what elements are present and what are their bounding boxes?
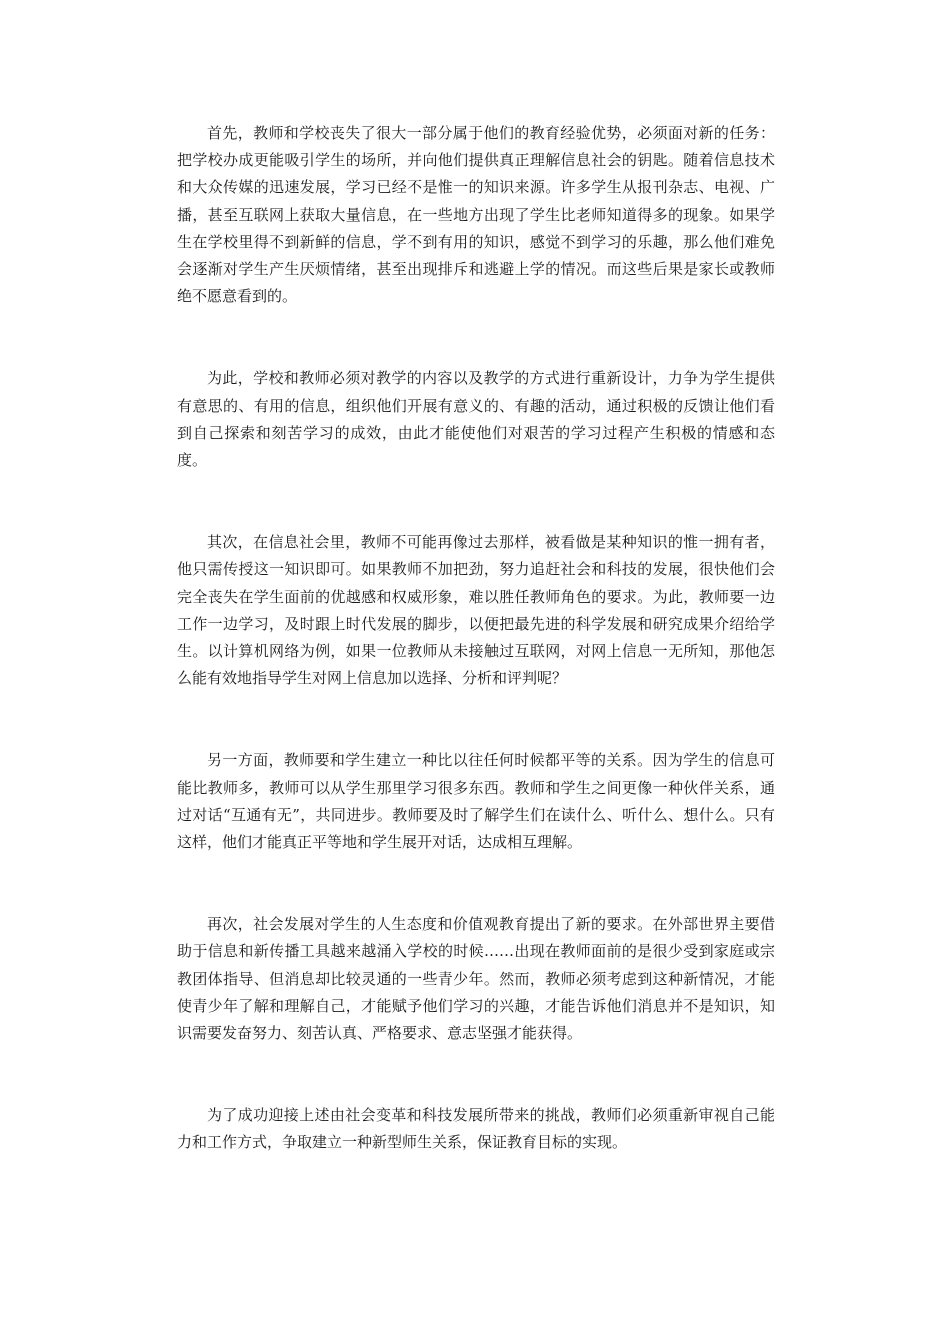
paragraph-spacer: [177, 474, 775, 529]
paragraph-spacer: [177, 856, 775, 911]
paragraph-1: 首先，教师和学校丧失了很大一部分属于他们的教育经验优势，必须面对新的任务：把学校办成更能吸引学生的场所，并向他们提供真正理解信息社会的钥匙。随着信息技术和大众传媒的迅速发展，学习已经不是惟一的知识来源。许多学生从报刊杂志、电视、广播，甚至互联网上获取大量信息，在一些地方出现了学生比老师知道得多的现象。如果学生在学校里得不到新鲜的信息，学不到有用的知识，感觉不到学习的乐趣，那么他们难免会逐渐对学生产生厌烦情绪，甚至出现排斥和逃避上学的情况。而这些后果是家长或教师绝不愿意看到的。: [177, 124, 775, 306]
paragraph-4: 另一方面，教师要和学生建立一种比以往任何时候都平等的关系。因为学生的信息可能比教师多，教师可以从学生那里学习很多东西。教师和学生之间更像一种伙伴关系，通过对话“互通有无”，共同进步。教师要及时了解学生们在读什么、听什么、想什么。只有这样，他们才能真正平等地和学生展开对话，达成相互理解。: [177, 751, 775, 852]
paragraph-spacer: [177, 1047, 775, 1102]
paragraph-spacer: [177, 310, 775, 365]
paragraph-5: 再次，社会发展对学生的人生态度和价值观教育提出了新的要求。在外部世界主要借助于信息和新传播工具越来越涌入学校的时候……出现在教师面前的是很少受到家庭或宗教团体指导、但消息却比较灵通的一些青少年。然而，教师必须考虑到这种新情况，才能使青少年了解和理解自己，才能赋予他们学习的兴趣，才能告诉他们消息并不是知识，知识需要发奋努力、刻苦认真、严格要求、意志坚强才能获得。: [177, 915, 775, 1043]
document-body: [177, 120, 775, 1157]
paragraph-2: 为此，学校和教师必须对教学的内容以及教学的方式进行重新设计，力争为学生提供有意思的、有用的信息，组织他们开展有意义的、有趣的活动，通过积极的反馈让他们看到自己探索和刻苦学习的成效，由此才能使他们对艰苦的学习过程产生积极的情感和态度。: [177, 369, 775, 470]
paragraph-spacer: [177, 692, 775, 747]
paragraph-3: 其次，在信息社会里，教师不可能再像过去那样，被看做是某种知识的惟一拥有者，他只需传授这一知识即可。如果教师不加把劲，努力追赶社会和科技的发展，很快他们会完全丧失在学生面前的优越感和权威形象，难以胜任教师角色的要求。为此，教师要一边工作一边学习，及时跟上时代发展的脚步，以便把最先进的科学发展和研究成果介绍给学生。以计算机网络为例，如果一位教师从未接触过互联网，对网上信息一无所知，那他怎么能有效地指导学生对网上信息加以选择、分析和评判呢？: [177, 533, 775, 688]
paragraph-6: 为了成功迎接上述由社会变革和科技发展所带来的挑战，教师们必须重新审视自己能力和工作方式，争取建立一种新型师生关系，保证教育目标的实现。: [177, 1106, 775, 1152]
